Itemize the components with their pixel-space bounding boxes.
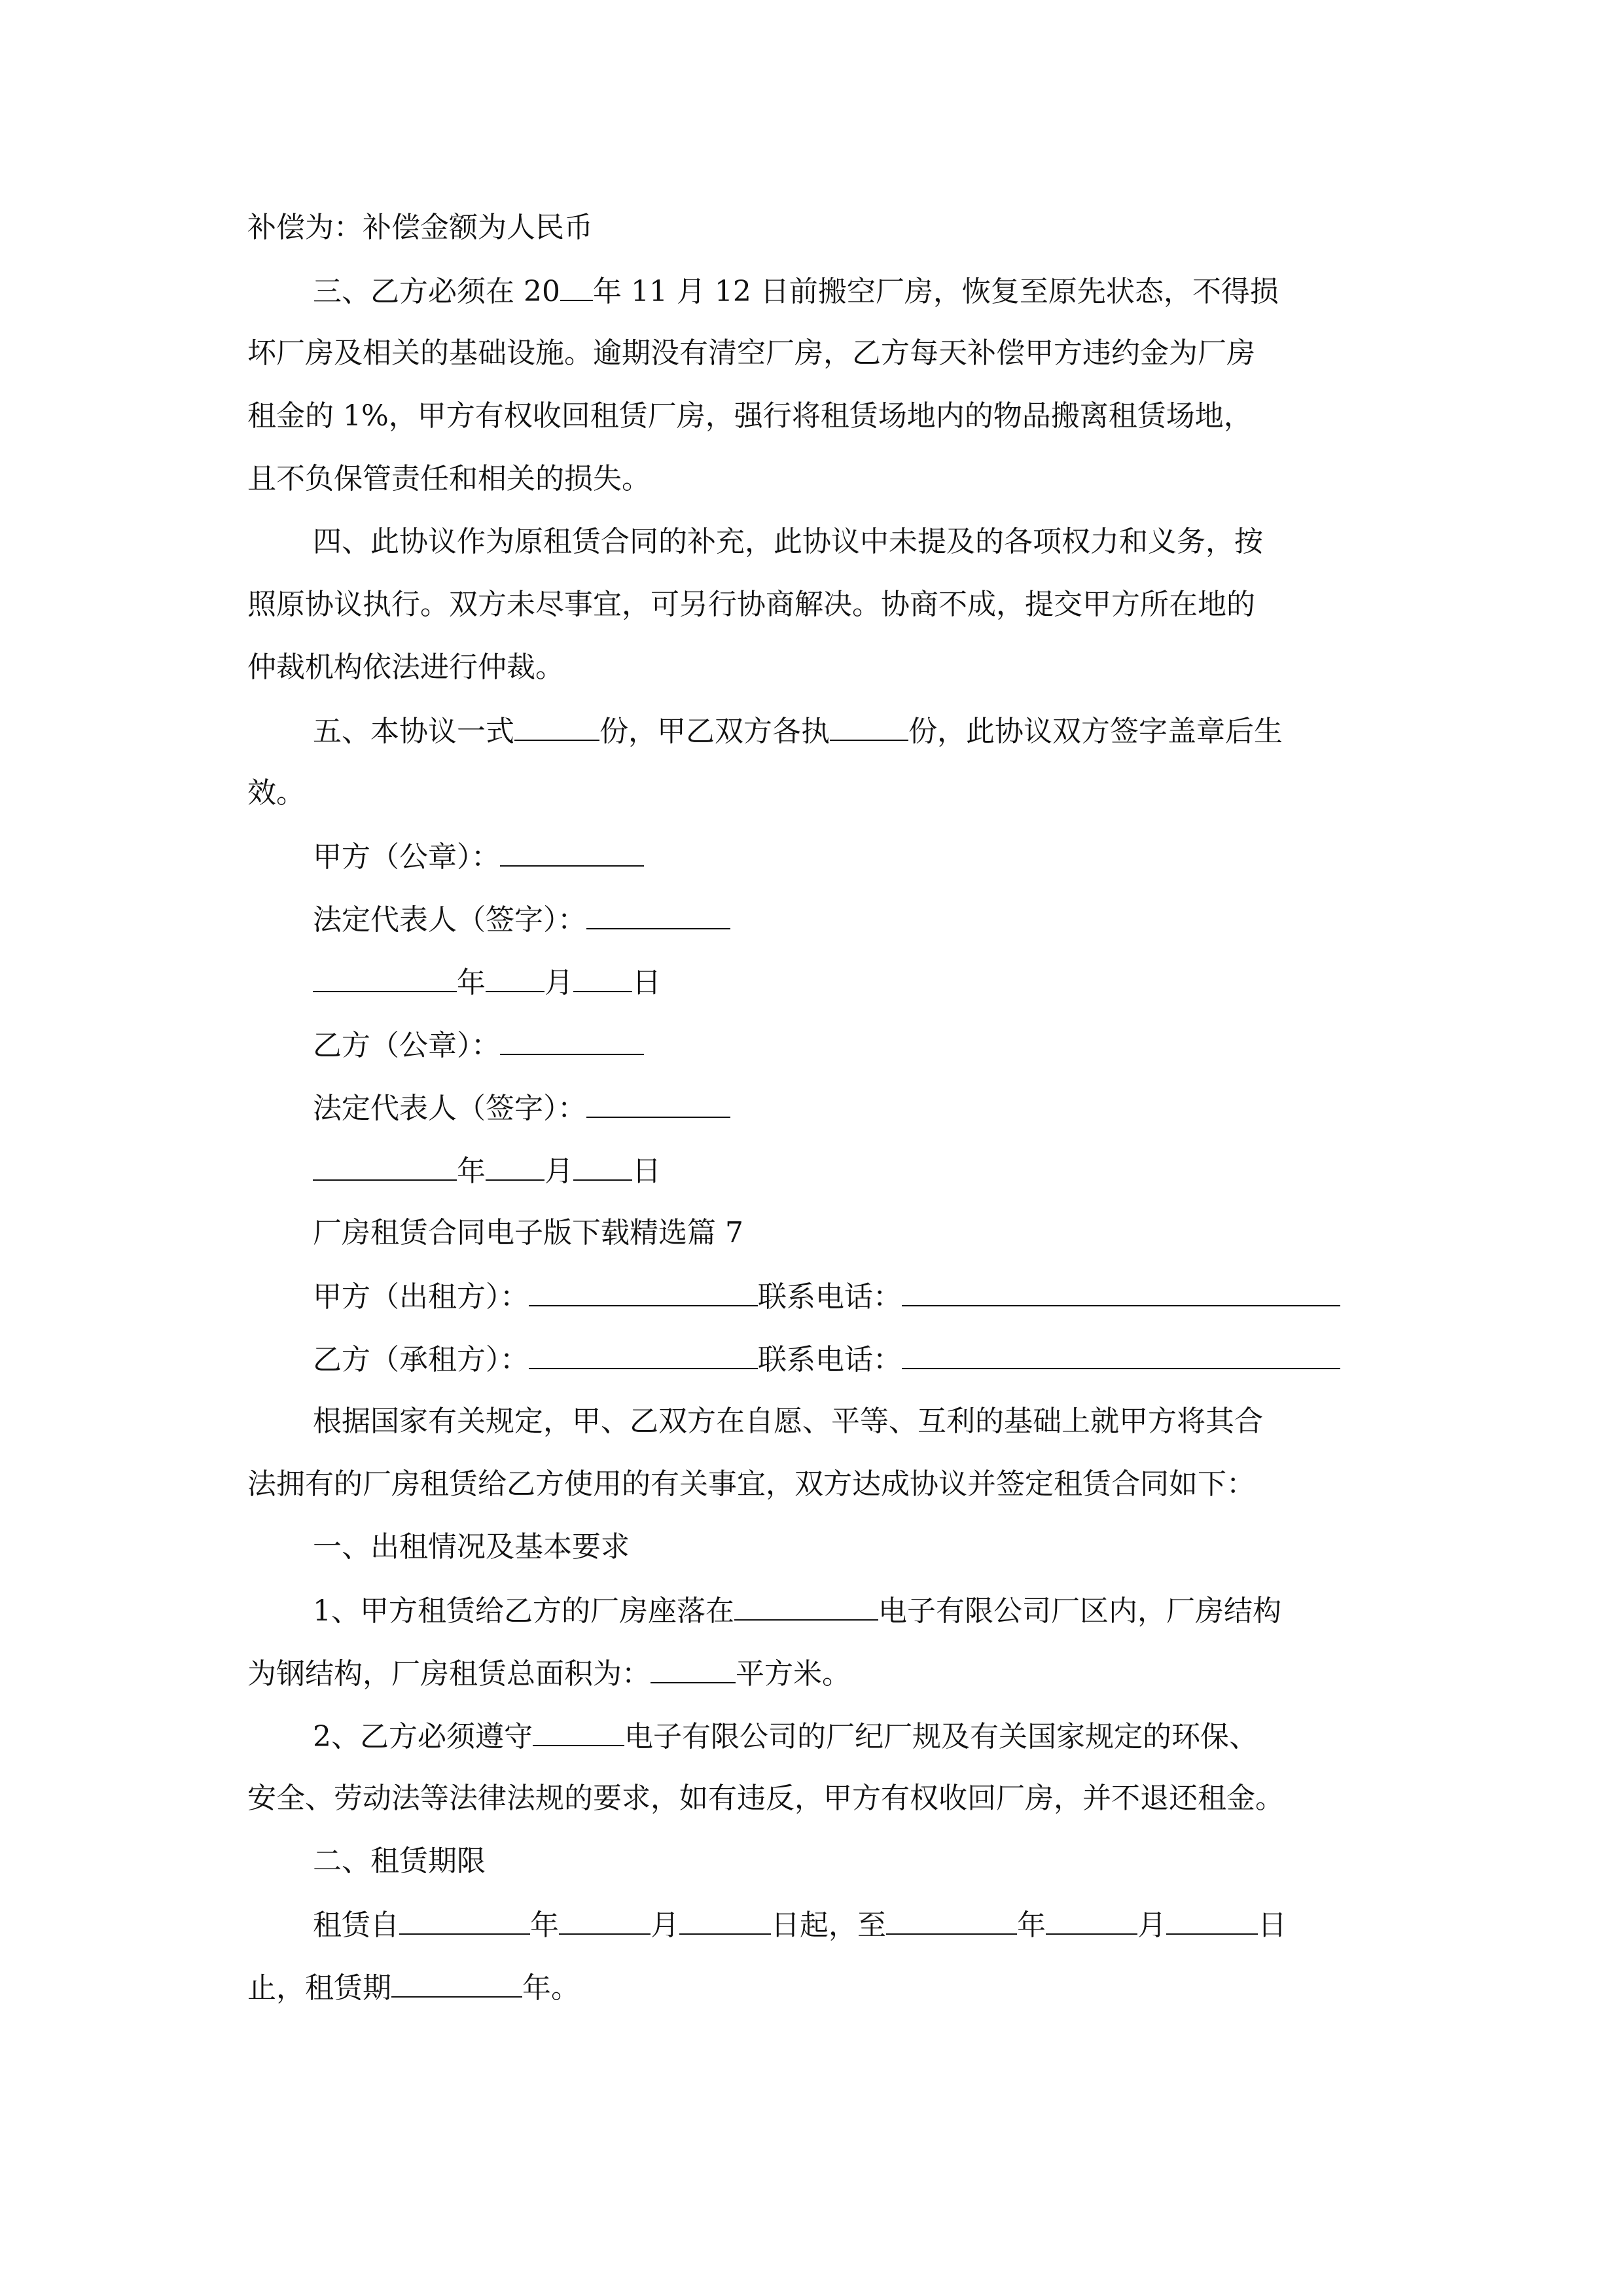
lessee-line: 乙方（承租方）： 联系电话： <box>313 1339 1340 1380</box>
section-heading: 二、租赁期限 <box>313 1844 486 1878</box>
lessor-name-blank <box>529 1276 758 1306</box>
phone-blank <box>902 1276 1340 1306</box>
item-1-line-1: 1、甲方租赁给乙方的厂房座落在 电子有限公司厂区内，厂房结构 <box>313 1590 1281 1631</box>
year-blank <box>399 1905 530 1935</box>
month-blank <box>559 1905 651 1935</box>
day-blank <box>679 1905 771 1935</box>
section-heading: 一、出租情况及基本要求 <box>313 1530 630 1564</box>
party-a-representative-line: 法定代表人（签字）： <box>313 899 730 940</box>
period-blank <box>391 1967 522 1998</box>
section-heading: 厂房租赁合同电子版下载精选篇 7 <box>313 1216 743 1249</box>
lessor-line: 甲方（出租方）： 联系电话： <box>313 1276 1340 1317</box>
year-blank <box>313 962 457 992</box>
item-2-line-1: 2、乙方必须遵守 电子有限公司的厂纪厂规及有关国家规定的环保、 <box>313 1716 1258 1757</box>
party-a-seal-line: 甲方（公章）： <box>313 836 644 877</box>
month-blank <box>1046 1905 1137 1935</box>
area-blank <box>651 1653 736 1683</box>
date-line: 年 月 日 <box>313 962 661 1003</box>
year-blank <box>313 1151 457 1181</box>
lease-term-line: 租赁自 年 月 日起，至 年 月 日 <box>313 1905 1287 1945</box>
day-blank <box>573 1151 632 1181</box>
text-line: 坏厂房及相关的基础设施。逾期没有清空厂房，乙方每天补偿甲方违约金为厂房 <box>247 336 1255 370</box>
month-blank <box>486 962 544 992</box>
year-blank <box>886 1905 1017 1935</box>
text-line: 补偿为：补偿金额为人民币 <box>247 211 593 244</box>
year-blank <box>560 271 593 301</box>
lease-term-line-2: 止，租赁期 年。 <box>247 1967 580 2008</box>
day-blank <box>573 962 632 992</box>
company-blank <box>533 1716 624 1746</box>
text-line: 安全、劳动法等法律法规的要求，如有违反，甲方有权收回厂房，并不退还租金。 <box>247 1782 1284 1815</box>
text-line: 仲裁机构依法进行仲裁。 <box>247 651 564 684</box>
date-line: 年 月 日 <box>313 1151 661 1191</box>
signature-blank <box>500 836 644 867</box>
clause-5-line-1: 五、本协议一式 份，甲乙双方各执 份，此协议双方签字盖章后生 <box>313 711 1283 751</box>
copies-each-blank <box>830 711 908 741</box>
text-line: 租金的 1%，甲方有权收回租赁厂房，强行将租赁场地内的物品搬离租赁场地， <box>247 399 1253 433</box>
copies-blank <box>514 711 599 741</box>
clause-3-line-1: 三、乙方必须在 20 年 11 月 12 日前搬空厂房，恢复至原先状态，不得损 <box>313 271 1279 312</box>
lessee-name-blank <box>529 1339 758 1369</box>
month-blank <box>486 1151 544 1181</box>
location-blank <box>734 1590 878 1621</box>
signature-blank <box>500 1025 644 1055</box>
signature-blank <box>586 1088 730 1118</box>
party-b-representative-line: 法定代表人（签字）： <box>313 1088 730 1128</box>
day-blank <box>1166 1905 1258 1935</box>
party-b-seal-line: 乙方（公章）： <box>313 1025 644 1066</box>
text-line: 照原协议执行。双方未尽事宜，可另行协商解决。协商不成，提交甲方所在地的 <box>247 588 1255 621</box>
text-line: 且不负保管责任和相关的损失。 <box>247 462 651 495</box>
signature-blank <box>586 899 730 929</box>
phone-blank <box>902 1339 1340 1369</box>
text-line: 法拥有的厂房租赁给乙方使用的有关事宜，双方达成协议并签定租赁合同如下： <box>247 1467 1255 1501</box>
text-line: 效。 <box>247 776 305 810</box>
text-line: 根据国家有关规定，甲、乙双方在自愿、平等、互利的基础上就甲方将其合 <box>313 1405 1263 1438</box>
item-1-line-2: 为钢结构，厂房租赁总面积为： 平方米。 <box>247 1653 851 1694</box>
clause-4-line-1: 四、此协议作为原租赁合同的补充，此协议中未提及的各项权力和义务，按 <box>313 525 1263 558</box>
